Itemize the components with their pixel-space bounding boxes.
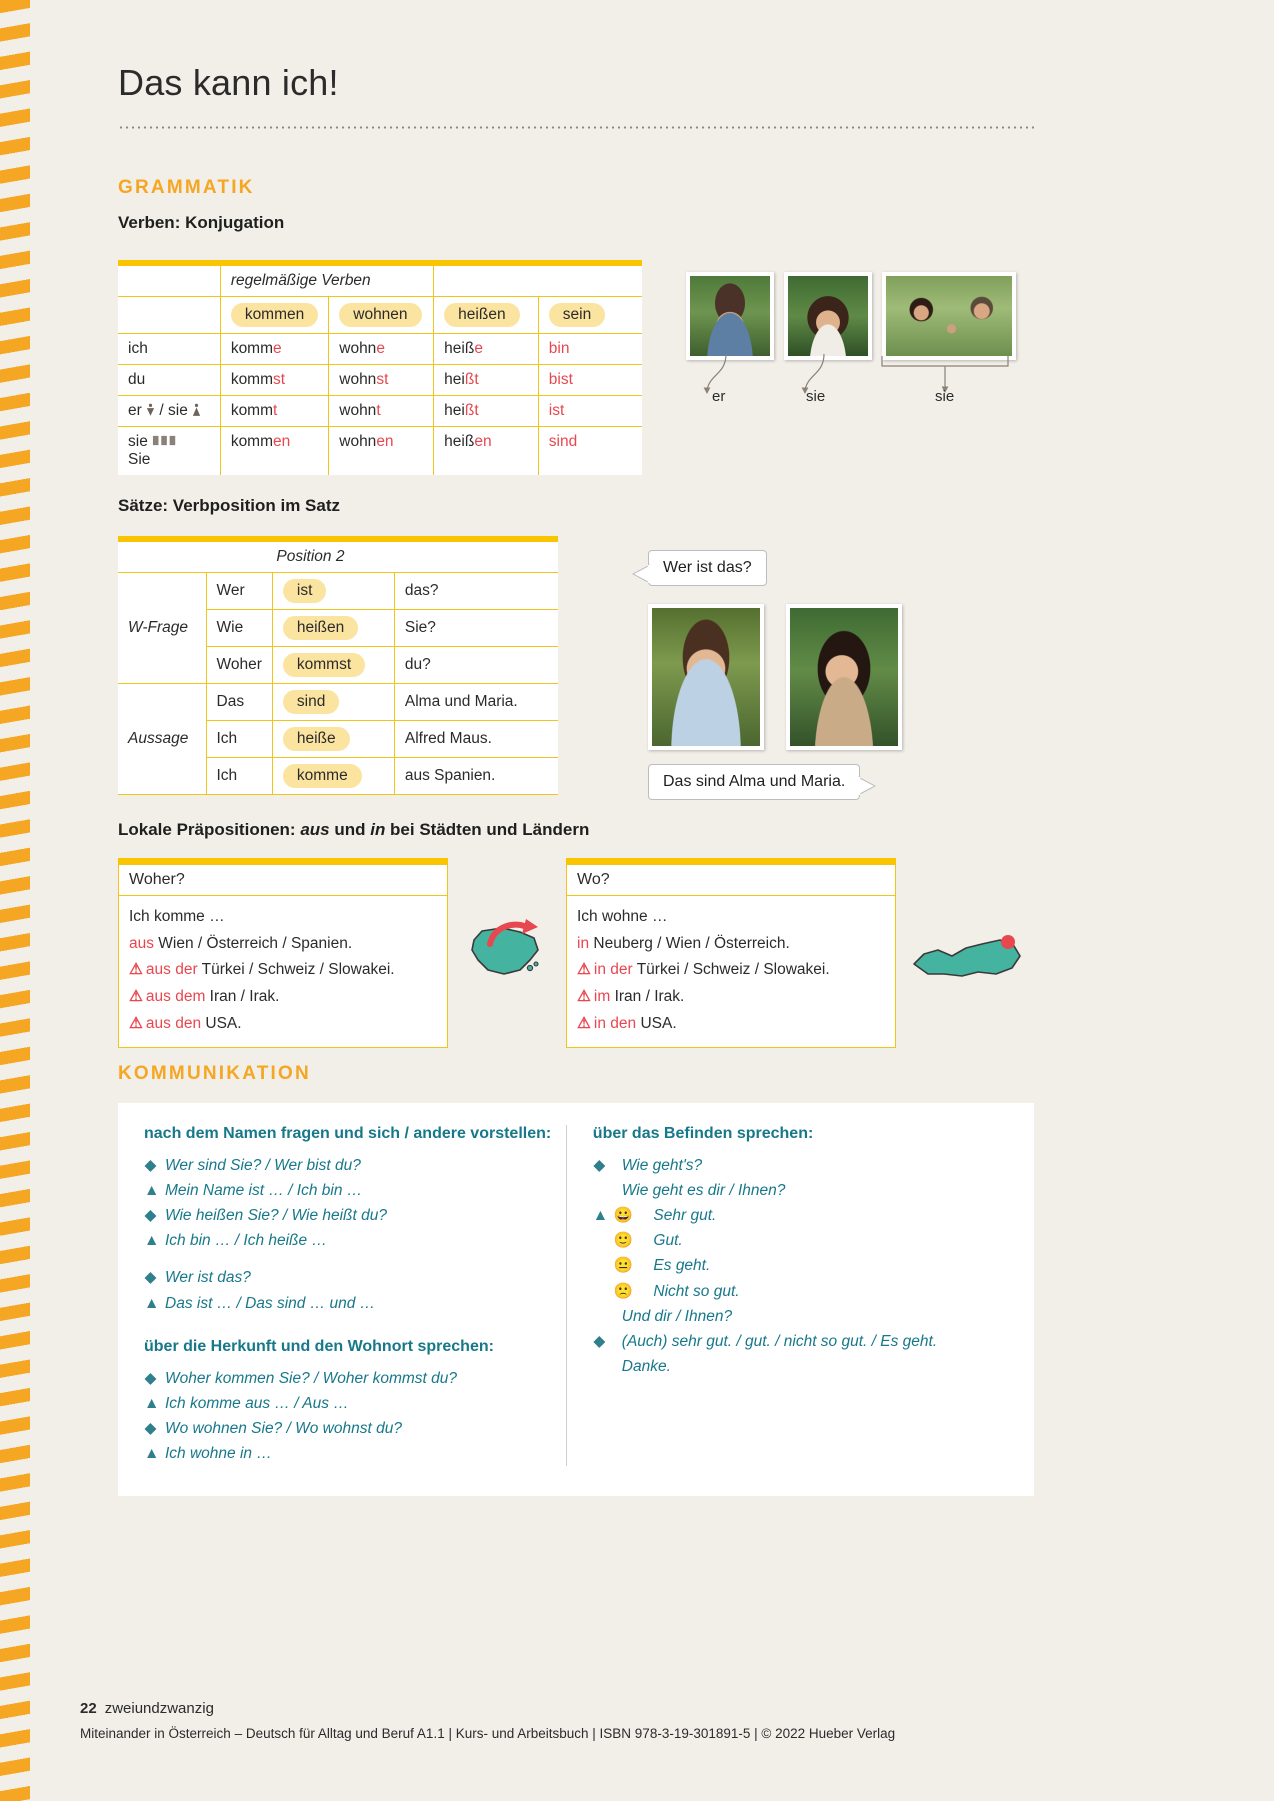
list-item bbox=[144, 1178, 566, 1203]
cell-empty bbox=[118, 266, 220, 297]
komm-heading-befinden: über das Befinden sprechen: bbox=[592, 1125, 814, 1142]
triangle-bullet-icon: ▲ bbox=[144, 1294, 160, 1312]
cell-first: Wer bbox=[206, 573, 272, 610]
prep-intro: Ich komme … bbox=[129, 908, 225, 925]
cell-empty-3 bbox=[118, 297, 220, 334]
triangle-bullet-icon: ▲ bbox=[592, 1207, 609, 1225]
cell-rest: Alfred Maus. bbox=[394, 721, 558, 758]
cell-verb-wohnen bbox=[329, 297, 434, 334]
page-title: Das kann ich! bbox=[118, 62, 339, 103]
page-number-word: zweiundzwanzig bbox=[104, 1700, 214, 1717]
cell-form: bist bbox=[538, 365, 642, 396]
cell-verb bbox=[272, 610, 394, 647]
list-item bbox=[144, 1416, 566, 1441]
cell-rest: du? bbox=[394, 647, 558, 684]
subheading-konjugation: Verben: Konjugation bbox=[118, 213, 285, 232]
cell-verb bbox=[272, 684, 394, 721]
prep-line: in Neuberg / Wien / Österreich. bbox=[577, 934, 790, 952]
cell-pronoun-ich: ich bbox=[118, 334, 220, 365]
table-row-group-label bbox=[118, 266, 642, 297]
table-row bbox=[118, 427, 642, 476]
cell-verb-kommen bbox=[220, 297, 328, 334]
prep-card-2 bbox=[566, 864, 896, 1048]
diamond-bullet-icon: ◆ bbox=[593, 1157, 606, 1174]
sentence-position-table bbox=[118, 542, 558, 795]
cell-first: Ich bbox=[206, 758, 272, 795]
cell-form: heißt bbox=[434, 396, 539, 427]
list-item-text: Wie geht es dir / Ihnen? bbox=[621, 1182, 786, 1200]
prep-intro-2: Ich wohne … bbox=[577, 908, 668, 925]
list-item bbox=[593, 1228, 1008, 1253]
cell-rest: Alma und Maria. bbox=[394, 684, 558, 721]
list-item-text: Ich bin … / Ich heiße … bbox=[165, 1232, 327, 1250]
bubble-text-2: Das sind Alma und Maria. bbox=[663, 773, 846, 790]
cell-position2-label: Position 2 bbox=[272, 542, 394, 573]
list-item-text: Nicht so gut. bbox=[653, 1282, 740, 1300]
cell-verb-heissen bbox=[434, 297, 539, 334]
cell-empty-2 bbox=[434, 266, 642, 297]
bubble-text-wrap bbox=[648, 550, 767, 586]
bubble-text-wrap-2 bbox=[648, 764, 860, 800]
photo-woman-image bbox=[788, 276, 868, 356]
list-item bbox=[144, 1441, 566, 1466]
list-item bbox=[144, 1203, 566, 1228]
diamond-bullet-icon: ◆ bbox=[144, 1269, 157, 1287]
prep-line: ⚠ aus dem Iran / Irak. bbox=[129, 987, 280, 1005]
emoji-icon-happy: 🙂 bbox=[613, 1232, 634, 1250]
triangle-bullet-icon: ▲ bbox=[144, 1444, 160, 1462]
sentence-table-block bbox=[118, 536, 558, 795]
imprint-line: Miteinander in Österreich – Deutsch für Alltag und Beruf A1.1 | Kurs- und Arbeitsbuch | ISBN 978-3-19-301891-5 | © 2022 Hueber Verlag bbox=[80, 1726, 896, 1741]
cell-form: heißen bbox=[434, 427, 539, 476]
list-item-text: Mein Name ist … / Ich bin … bbox=[165, 1182, 363, 1200]
footer-folio-line bbox=[80, 1700, 1200, 1718]
table-row bbox=[118, 396, 642, 427]
diamond-bullet-icon: ◆ bbox=[593, 1332, 606, 1350]
list-item bbox=[593, 1253, 1008, 1278]
photo-alma bbox=[648, 604, 764, 755]
list-item bbox=[144, 1291, 566, 1316]
list-item bbox=[593, 1329, 1008, 1354]
prep-body-wo bbox=[567, 896, 895, 1047]
emoji-icon-sad: 🙁 bbox=[613, 1282, 634, 1300]
bubble-tail-icon bbox=[632, 563, 650, 585]
label-er: er bbox=[712, 388, 726, 405]
komm-heading-namen: nach dem Namen fragen und sich / andere vorstellen: bbox=[144, 1125, 552, 1142]
cell-form: heißt bbox=[434, 365, 539, 396]
speech-bubble-question bbox=[648, 550, 767, 586]
list-item-text: Es geht. bbox=[653, 1257, 711, 1275]
spacer bbox=[144, 1253, 566, 1265]
diamond-bullet-icon: ◆ bbox=[144, 1369, 157, 1387]
verb-pill: komme bbox=[283, 764, 362, 788]
list-item-text: Gut. bbox=[653, 1232, 683, 1250]
prep-line: ⚠ in der Türkei / Schweiz / Slowakei. bbox=[577, 961, 830, 979]
table-row bbox=[118, 365, 642, 396]
list-item bbox=[144, 1265, 566, 1290]
austria-map-icon bbox=[908, 930, 1032, 994]
verb-pill-sein: sein bbox=[549, 303, 605, 327]
cell-verb bbox=[272, 758, 394, 795]
warning-icon: ⚠ bbox=[129, 987, 143, 1005]
cell-first: Ich bbox=[206, 721, 272, 758]
list-item-text: Danke. bbox=[621, 1357, 671, 1375]
cell-form: komme bbox=[220, 334, 328, 365]
section-heading-grammatik: GRAMMATIK bbox=[118, 177, 255, 198]
kommunikation-card bbox=[118, 1103, 1034, 1496]
cell-empty bbox=[394, 542, 558, 573]
triangle-bullet-icon: ▲ bbox=[144, 1182, 160, 1200]
diamond-bullet-icon: ◆ bbox=[144, 1157, 157, 1174]
cell-form: kommen bbox=[220, 427, 328, 476]
prep-title-wo: Wo? bbox=[567, 865, 895, 896]
subheading-verbposition-wrap bbox=[118, 496, 340, 516]
table-row bbox=[118, 573, 558, 610]
prep-line: aus Wien / Österreich / Spanien. bbox=[129, 934, 353, 952]
list-item bbox=[593, 1153, 1008, 1178]
cell-verb-sein bbox=[538, 297, 642, 334]
prep-line: ⚠ im Iran / Irak. bbox=[577, 987, 685, 1005]
verb-pill: heißen bbox=[283, 616, 358, 640]
emoji-icon-neutral: 😐 bbox=[613, 1257, 634, 1275]
cell-form: wohnst bbox=[329, 365, 434, 396]
cell-rest: aus Spanien. bbox=[394, 758, 558, 795]
cell-group-label-aussage: Aussage bbox=[118, 684, 206, 795]
kommunikation-left-column bbox=[144, 1125, 566, 1466]
prep-line: ⚠ aus der Türkei / Schweiz / Slowakei. bbox=[129, 961, 395, 979]
bubble-text: Wer ist das? bbox=[663, 559, 752, 576]
label-sie-singular: sie bbox=[806, 388, 826, 405]
list-item bbox=[144, 1228, 566, 1253]
prep-box-woher bbox=[118, 858, 448, 1048]
prep-box-wo bbox=[566, 858, 896, 1048]
table-row bbox=[118, 684, 558, 721]
list-item bbox=[593, 1279, 1008, 1304]
photo-group-image bbox=[886, 276, 1012, 356]
cell-pronoun-sie-plural: sie Sie bbox=[118, 427, 220, 476]
photo-man-image bbox=[690, 276, 770, 356]
cell-first: Das bbox=[206, 684, 272, 721]
page-number: 22 bbox=[80, 1700, 97, 1717]
warning-icon: ⚠ bbox=[577, 961, 591, 979]
photo-connector-arrows bbox=[686, 352, 1026, 400]
list-item-text: Ich komme aus … / Aus … bbox=[165, 1394, 349, 1412]
list-item-text: Sehr gut. bbox=[653, 1207, 717, 1225]
list-item bbox=[144, 1366, 566, 1391]
list-item bbox=[593, 1354, 1008, 1379]
komm-heading-herkunft: über die Herkunft und den Wohnort sprechen: bbox=[144, 1337, 494, 1355]
list-item bbox=[593, 1178, 1008, 1203]
page-footer bbox=[80, 1700, 1200, 1741]
warning-icon: ⚠ bbox=[577, 987, 591, 1005]
cell-form: wohnen bbox=[329, 427, 434, 476]
label-sie-plural: sie bbox=[935, 388, 955, 405]
list-item-text: Wo wohnen Sie? / Wo wohnst du? bbox=[165, 1419, 402, 1437]
prep-body-woher bbox=[119, 896, 447, 1047]
prep-line: ⚠ aus den USA. bbox=[129, 1014, 242, 1032]
cell-form: bin bbox=[538, 334, 642, 365]
section-heading-kommunikation-wrap bbox=[118, 1063, 311, 1085]
warning-icon: ⚠ bbox=[129, 961, 143, 979]
cell-form: wohnt bbox=[329, 396, 434, 427]
cell-first: Woher bbox=[206, 647, 272, 684]
diamond-bullet-icon: ◆ bbox=[144, 1207, 157, 1225]
cell-form: ist bbox=[538, 396, 642, 427]
kommunikation-right-column bbox=[566, 1125, 1008, 1466]
cell-rest: das? bbox=[394, 573, 558, 610]
conjugation-table-block bbox=[118, 260, 642, 475]
spain-map-icon bbox=[468, 918, 554, 988]
cell-pronoun-du: du bbox=[118, 365, 220, 396]
cell-form: kommst bbox=[220, 365, 328, 396]
list-item-text: (Auch) sehr gut. / gut. / nicht so gut. / Es geht. bbox=[621, 1332, 938, 1350]
photo-girl-image bbox=[652, 608, 760, 746]
list-item bbox=[593, 1304, 1008, 1329]
list-item-text: Das ist … / Das sind … und … bbox=[165, 1294, 376, 1312]
cell-first: Wie bbox=[206, 610, 272, 647]
subheading-praepositionen: Lokale Präpositionen: aus und in bei Städten und Ländern bbox=[118, 820, 590, 839]
verb-pill-kommen: kommen bbox=[231, 303, 318, 327]
list-item bbox=[144, 1153, 566, 1178]
list-item-text: Wer sind Sie? / Wer bist du? bbox=[165, 1157, 361, 1174]
cell-form: heiße bbox=[434, 334, 539, 365]
list-item-text: Woher kommen Sie? / Woher kommst du? bbox=[165, 1369, 458, 1387]
section-heading-kommunikation: KOMMUNIKATION bbox=[118, 1063, 311, 1084]
list-item-text: Wie heißen Sie? / Wie heißt du? bbox=[165, 1207, 387, 1225]
diamond-bullet-icon: ◆ bbox=[144, 1419, 157, 1437]
triangle-bullet-icon: ▲ bbox=[144, 1232, 160, 1250]
cell-form: kommt bbox=[220, 396, 328, 427]
male-figure-icon bbox=[146, 403, 155, 417]
table-row-verbs bbox=[118, 297, 642, 334]
cell-empty bbox=[118, 542, 206, 573]
cell-pronoun-er-sie: er / sie bbox=[118, 396, 220, 427]
cell-verb bbox=[272, 573, 394, 610]
cell-empty bbox=[206, 542, 272, 573]
prep-card bbox=[118, 864, 448, 1048]
list-item bbox=[144, 1391, 566, 1416]
female-figure-icon bbox=[192, 403, 201, 417]
triangle-bullet-icon: ▲ bbox=[144, 1394, 160, 1412]
cell-group-label-wfrage: W-Frage bbox=[118, 573, 206, 684]
cell-verb bbox=[272, 647, 394, 684]
cell-form: sind bbox=[538, 427, 642, 476]
list-item-text: Wer ist das? bbox=[165, 1269, 251, 1287]
photo-maria bbox=[786, 604, 902, 755]
list-item-text: Ich wohne in … bbox=[165, 1444, 272, 1462]
cell-verb bbox=[272, 721, 394, 758]
prep-line: ⚠ in den USA. bbox=[577, 1014, 677, 1032]
photo-woman2-image bbox=[790, 608, 898, 746]
cell-rest: Sie? bbox=[394, 610, 558, 647]
verb-pill: kommst bbox=[283, 653, 365, 677]
cell-regular-verbs-label: regelmäßige Verben bbox=[220, 266, 433, 297]
warning-icon: ⚠ bbox=[577, 1014, 591, 1032]
page-header bbox=[118, 0, 1034, 233]
table-row bbox=[118, 334, 642, 365]
verb-pill: sind bbox=[283, 690, 339, 714]
subheading-verbposition: Sätze: Verbposition im Satz bbox=[118, 496, 340, 515]
list-item bbox=[593, 1203, 1008, 1228]
cell-form: wohne bbox=[329, 334, 434, 365]
verb-pill-heissen: heißen bbox=[444, 303, 519, 327]
prep-title-woher: Woher? bbox=[119, 865, 447, 896]
verb-pill-wohnen: wohnen bbox=[339, 303, 421, 327]
title-divider bbox=[118, 126, 1034, 129]
warning-icon: ⚠ bbox=[129, 1014, 143, 1032]
group-figures-icon bbox=[152, 434, 178, 447]
conjugation-table bbox=[118, 266, 642, 475]
speech-bubble-answer bbox=[648, 764, 860, 800]
list-item-text: Und dir / Ihnen? bbox=[621, 1307, 733, 1325]
list-item-text: Wie geht's? bbox=[621, 1157, 703, 1174]
verb-pill: heiße bbox=[283, 727, 350, 751]
verb-pill: ist bbox=[283, 579, 327, 603]
emoji-icon-very-happy: 😀 bbox=[613, 1207, 634, 1225]
subheading-praepositionen-wrap bbox=[118, 820, 589, 840]
bubble-tail-icon-2 bbox=[858, 775, 876, 797]
table-row-position-label bbox=[118, 542, 558, 573]
